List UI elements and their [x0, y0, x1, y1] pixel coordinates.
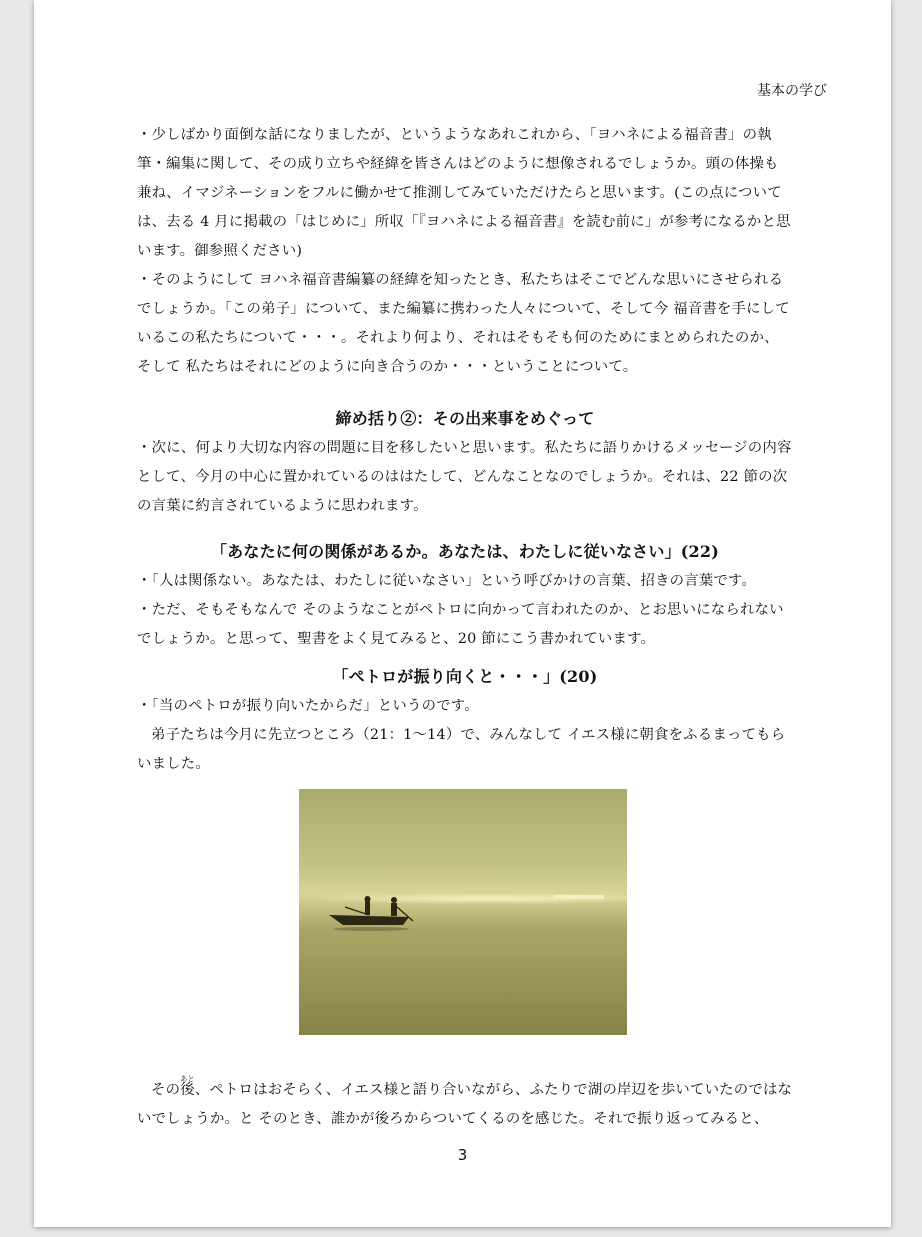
paragraph: ・そのようにして ヨハネ福音書編纂の経緯を知ったとき、私たちはそこでどんな思いにさせられるでしょうか。「この弟子」について、また編纂に携わった人々について、そして今 福音書を手にしているこの私たちについて・・・。それより何より、それはそもそも何のためにまとめられたのか、そして 私たちはそれにどのように向き合うのか・・・ということについて。 [137, 272, 790, 375]
section-heading: 「あなたに何の関係があるか。あなたは、わたしに従いなさい」(22) [210, 542, 719, 561]
paragraph: ・次に、何より大切な内容の問題に目を移したいと思います。私たちに語りかけるメッセージの内容として、今月の中心に置かれているのははたして、どんなことなのでしょうか。それは、22 節の次の言葉に約言されているように思われます。 [137, 440, 792, 514]
paragraph-rest: 、ペトロはおそらく、イエス様と語り合いながら、ふたりで湖の岸辺を歩いていたのではないでしょうか。と そのとき、誰かが後ろからついてくるのを感じた。それで振り返ってみると、 [137, 1082, 793, 1127]
document-page [34, 0, 891, 1227]
running-header: 基本の学び [757, 83, 827, 99]
section-heading: 「ペトロが振り向くと・・・」(20) [332, 667, 598, 686]
paragraph: ・「人は関係ない。あなたは、わたしに従いなさい」という呼びかけの言葉、招きの言葉です。 [137, 573, 757, 589]
paragraph: ・「当のペトロが振り向いたからだ」というのです。 [137, 698, 479, 714]
furigana [180, 1075, 195, 1098]
ruby-text: あと [180, 1075, 195, 1083]
section-heading: 締め括り②：その出来事をめぐって [335, 409, 595, 428]
lake-boat-photo [299, 789, 627, 1035]
paragraph: ・少しばかり面倒な話になりましたが、というようなあれこれから、「ヨハネによる福音書」の執筆・編集に関して、その成り立ちや経緯を皆さんはどのように想像されるでしょうか。頭の体操も兼ね、イマジネーションをフルに働かせて推測してみていただけたらと思います。(この点については、去る 4 月に掲載の「はじめに」所収「『ヨハネによる福音書』を読む前に」が参考になるかと思います。御参照ください) [137, 127, 791, 259]
page-body [137, 121, 793, 1134]
paragraph: 弟子たちは今月に先立つところ（21：1〜14）で、みんなして イエス様に朝食をふるまってもらいました。 [137, 727, 786, 772]
paragraph [137, 1075, 793, 1134]
paragraph: ・ただ、そもそもなんで そのようなことがペトロに向かって言われたのか、とお思いになられないでしょうか。と思って、聖書をよく見てみると、20 節にこう書かれています。 [137, 602, 784, 647]
ruby-base: 後 [180, 1082, 195, 1098]
page-number: 3 [457, 1146, 468, 1164]
paragraph-lead: その [151, 1082, 181, 1098]
photo-container [137, 789, 793, 1047]
